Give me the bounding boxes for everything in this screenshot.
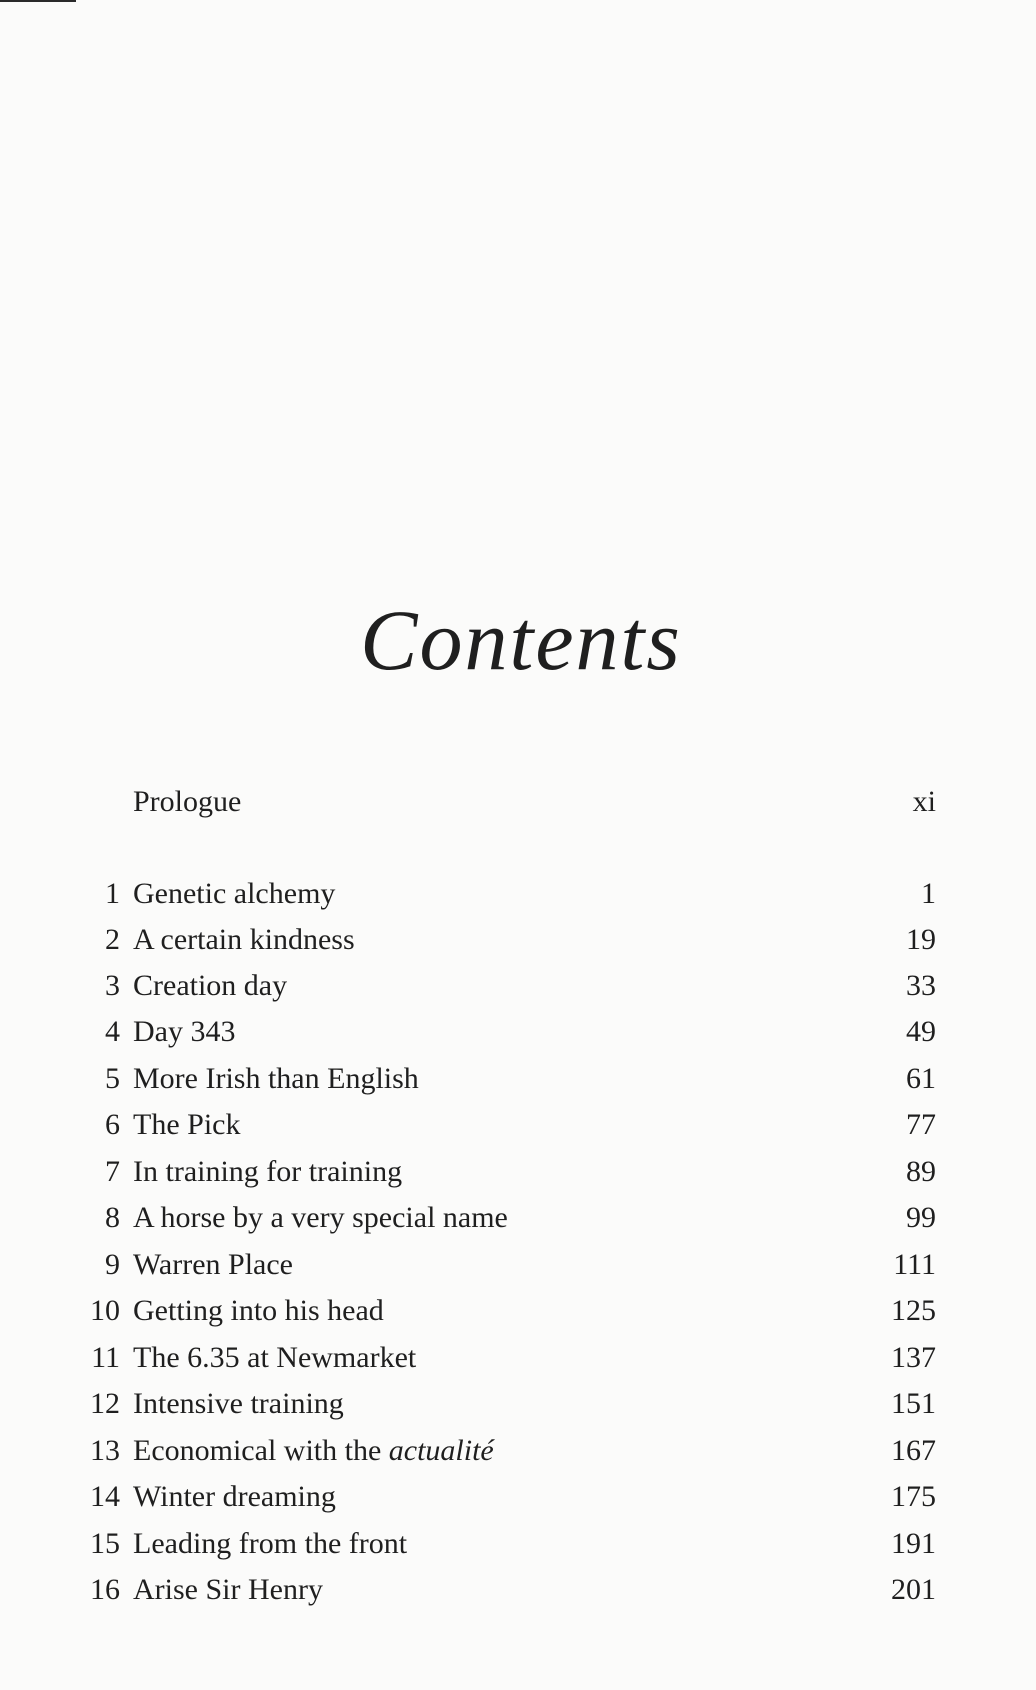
toc-entry-number: 7 xyxy=(105,1155,120,1188)
toc-entry xyxy=(0,1057,1036,1101)
toc-entry xyxy=(0,964,1036,1008)
toc-entry-page: 77 xyxy=(906,1108,936,1141)
toc-entry-title: A horse by a very special name xyxy=(133,1201,508,1234)
toc-entry-number: 6 xyxy=(105,1108,120,1141)
toc-entry xyxy=(0,1568,1036,1612)
toc-entry-number: 1 xyxy=(105,877,120,910)
toc-entry xyxy=(0,1336,1036,1380)
toc-entry xyxy=(0,1243,1036,1287)
toc-entry-title: Warren Place xyxy=(133,1248,293,1281)
toc-entry-number: 2 xyxy=(105,923,120,956)
toc-entry-number: 15 xyxy=(90,1527,120,1560)
toc-entry-page: xi xyxy=(912,785,936,818)
toc-entry-title: Leading from the front xyxy=(133,1527,408,1560)
toc-entry-number: 11 xyxy=(91,1341,120,1374)
toc-entry-page: 19 xyxy=(906,923,936,956)
toc-entry-number: 8 xyxy=(105,1201,120,1234)
toc-entry-title: Arise Sir Henry xyxy=(133,1573,323,1606)
toc-entry-page: 137 xyxy=(891,1341,936,1374)
toc-entry-title: Creation day xyxy=(133,969,288,1002)
toc-entry-title xyxy=(133,1429,494,1473)
toc-entry-page: 151 xyxy=(891,1387,936,1420)
toc-entry-page: 61 xyxy=(906,1062,936,1095)
toc-entry-page: 167 xyxy=(891,1434,936,1467)
toc-entry-title: A certain kindness xyxy=(133,923,355,956)
toc-entry-title: Winter dreaming xyxy=(133,1480,336,1513)
toc-entry-title: Prologue xyxy=(133,785,242,818)
toc-entry xyxy=(0,1289,1036,1333)
toc-entry-title: Day 343 xyxy=(133,1015,236,1048)
toc-entry xyxy=(0,1196,1036,1240)
toc-entry xyxy=(0,1150,1036,1194)
toc-entry-page: 99 xyxy=(906,1201,936,1234)
toc-entry-number: 16 xyxy=(90,1573,120,1606)
toc-entry-number: 9 xyxy=(105,1248,120,1281)
toc-entry-title: Getting into his head xyxy=(133,1294,384,1327)
toc-entry-page: 201 xyxy=(891,1573,936,1606)
toc-entry-page: 125 xyxy=(891,1294,936,1327)
toc-entry-number: 5 xyxy=(105,1062,120,1095)
toc-entry-number: 14 xyxy=(90,1480,120,1513)
toc-entry-title: The 6.35 at Newmarket xyxy=(133,1341,417,1374)
toc-entry xyxy=(0,918,1036,962)
page-title: Contents xyxy=(360,592,682,688)
toc-entry-title: In training for training xyxy=(133,1155,403,1188)
toc-entry-page: 89 xyxy=(906,1155,936,1188)
toc-entry-page: 1 xyxy=(921,877,936,910)
toc-entry-title: Intensive training xyxy=(133,1387,344,1420)
toc-entry-page: 111 xyxy=(893,1248,936,1281)
toc-entry xyxy=(0,1475,1036,1519)
toc-entry-number: 4 xyxy=(105,1015,120,1048)
toc-entry xyxy=(0,872,1036,916)
toc-entry-title-italic: actualité xyxy=(388,1434,494,1467)
toc-entry-title: The Pick xyxy=(133,1108,241,1141)
toc-entry-number: 3 xyxy=(105,969,120,1002)
toc-entry-number: 12 xyxy=(90,1387,120,1420)
toc-entry xyxy=(0,1429,1036,1473)
toc-entry-title: Genetic alchemy xyxy=(133,877,336,910)
toc-entry xyxy=(0,1010,1036,1054)
toc-entry xyxy=(0,1382,1036,1426)
toc-entry-prologue xyxy=(0,780,1036,824)
toc-entry-number: 13 xyxy=(90,1434,120,1467)
toc-entry-page: 33 xyxy=(906,969,936,1002)
toc-entry-title: More Irish than English xyxy=(133,1062,419,1095)
toc-entry-page: 191 xyxy=(891,1527,936,1560)
toc-entry-page: 175 xyxy=(891,1480,936,1513)
toc-entry-number: 10 xyxy=(90,1294,120,1327)
toc-entry-page: 49 xyxy=(906,1015,936,1048)
toc-entry xyxy=(0,1103,1036,1147)
toc-entry-title-roman: Economical with the xyxy=(133,1434,389,1467)
top-edge-rule xyxy=(0,0,76,2)
toc-entry xyxy=(0,1522,1036,1566)
